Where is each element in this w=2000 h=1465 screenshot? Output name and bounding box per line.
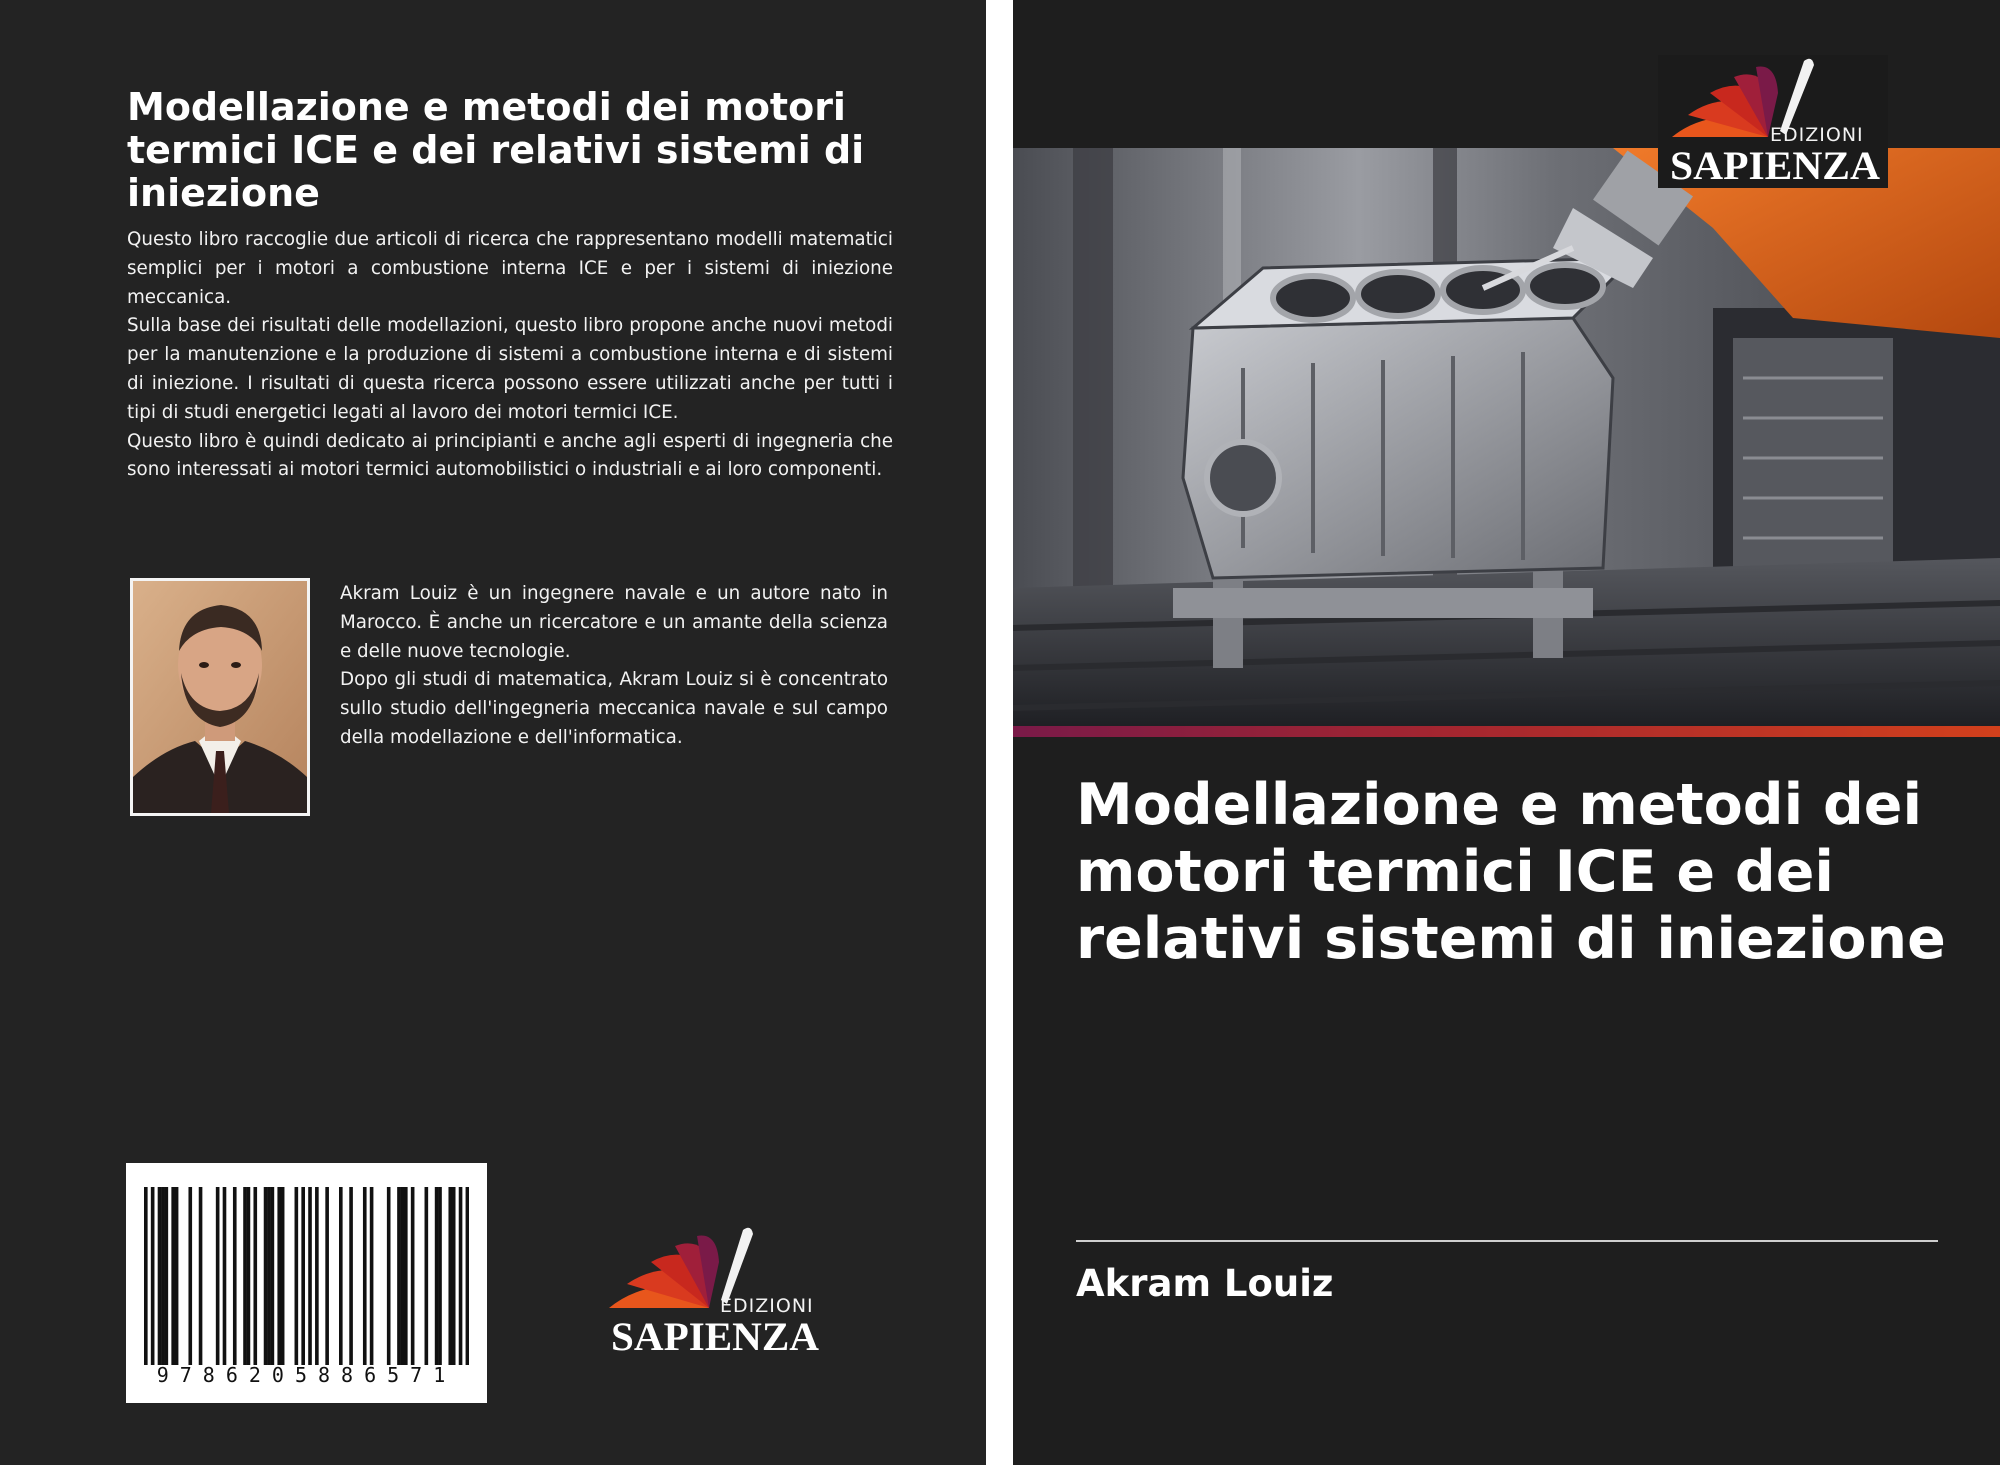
- description-paragraph: Sulla base dei risultati delle modellazioni, questo libro propone anche nuovi metodi per la manutenzione e la produzione di sistemi a combustione interna e di sistemi di iniezione. I risultati di questa ricerca possono essere utilizzati anche per tutti i tipi di studi energetici legati al lavoro dei motori termici ICE.: [127, 315, 893, 423]
- spine-gap: [986, 0, 1013, 1465]
- divider-rule: [1076, 1240, 1938, 1242]
- publisher-imprint: EDIZIONI: [1770, 124, 1864, 146]
- publisher-fan-icon: [605, 1222, 825, 1358]
- back-cover-title: Modellazione e metodi dei motori termici ICE e dei relativi sistemi di iniezione: [127, 85, 865, 215]
- barcode-bar: [175, 1187, 179, 1365]
- barcode-bar: [277, 1187, 281, 1365]
- publisher-imprint: EDIZIONI: [720, 1295, 814, 1317]
- author-portrait-image: [133, 581, 307, 813]
- barcode-bar: [349, 1187, 353, 1365]
- publisher-name: SAPIENZA: [1670, 143, 1881, 188]
- description-paragraph: Questo libro raccoglie due articoli di ricerca che rappresentano modelli matematici semplici per i motori a combustione interna ICE e per i sistemi di iniezione meccanica.: [127, 229, 893, 308]
- barcode-bar: [438, 1187, 442, 1365]
- engine-block-cover-image: [1013, 148, 2000, 726]
- barcode-bar: [295, 1187, 299, 1365]
- barcode-bars: [144, 1187, 469, 1365]
- barcode-bar: [411, 1187, 415, 1365]
- barcode-bar: [425, 1187, 429, 1365]
- author-photo: [130, 578, 310, 816]
- barcode-bar: [397, 1187, 401, 1365]
- barcode-bar: [363, 1187, 367, 1365]
- barcode-bar: [401, 1187, 405, 1365]
- barcode-bar: [223, 1187, 227, 1365]
- publisher-fan-icon: [1658, 55, 1888, 188]
- front-cover: [1013, 0, 2000, 1465]
- book-description: [127, 226, 893, 485]
- front-cover-title: Modellazione e metodi dei motori termici ICE e dei relativi sistemi di iniezione: [1076, 772, 1946, 972]
- barcode-bar: [151, 1187, 155, 1365]
- barcode-bar: [466, 1187, 469, 1365]
- barcode-bar: [387, 1187, 391, 1365]
- barcode-bar: [233, 1187, 237, 1365]
- author-name: Akram Louiz: [1076, 1262, 1334, 1305]
- barcode-bar: [281, 1187, 285, 1365]
- barcode-bar: [325, 1187, 329, 1365]
- barcode-bar: [158, 1187, 162, 1365]
- barcode-bar: [161, 1187, 165, 1365]
- barcode-bar: [247, 1187, 251, 1365]
- bio-paragraph: Akram Louiz è un ingegnere navale e un autore nato in Marocco. È anche un ricercatore e un amante della scienza e delle nuove tecnologie.: [340, 583, 888, 662]
- isbn-digits: 9786205886571: [156, 1363, 457, 1387]
- author-bio: [340, 580, 888, 753]
- engine-block-machining-image: [1013, 148, 2000, 726]
- barcode-bar: [308, 1187, 312, 1365]
- barcode-bar: [243, 1187, 247, 1365]
- barcode-bar: [216, 1187, 220, 1365]
- accent-stripe: [1013, 726, 2000, 737]
- barcode-bar: [448, 1187, 452, 1365]
- description-paragraph: Questo libro è quindi dedicato ai principianti e anche agli esperti di ingegneria che sono interessati ai motori termici automobilistici o industriali e ai loro componenti.: [127, 430, 893, 481]
- back-cover: [0, 0, 986, 1465]
- barcode-bar: [452, 1187, 456, 1365]
- barcode-bar: [271, 1187, 275, 1365]
- barcode-bar: [315, 1187, 319, 1365]
- barcode-bar: [264, 1187, 268, 1365]
- barcode-bar: [301, 1187, 305, 1365]
- publisher-name: SAPIENZA: [611, 1314, 820, 1358]
- isbn-barcode: [126, 1163, 487, 1403]
- barcode-bar: [171, 1187, 175, 1365]
- bio-paragraph: Dopo gli studi di matematica, Akram Louiz si è concentrato sullo studio dell'ingegneria meccanica navale e sul campo della modellazione e dell'informatica.: [340, 669, 888, 748]
- barcode-bar: [144, 1187, 148, 1365]
- barcode-bar: [459, 1187, 463, 1365]
- publisher-logo-front: [1658, 55, 1888, 188]
- barcode-bar: [435, 1187, 439, 1365]
- barcode-bar: [165, 1187, 169, 1365]
- publisher-logo-back: [605, 1222, 825, 1358]
- barcode-bar: [339, 1187, 343, 1365]
- barcode-bar: [267, 1187, 271, 1365]
- barcode-bar: [404, 1187, 408, 1365]
- barcode-bar: [188, 1187, 192, 1365]
- barcode-bar: [253, 1187, 257, 1365]
- barcode-bar: [199, 1187, 203, 1365]
- barcode-bar: [370, 1187, 374, 1365]
